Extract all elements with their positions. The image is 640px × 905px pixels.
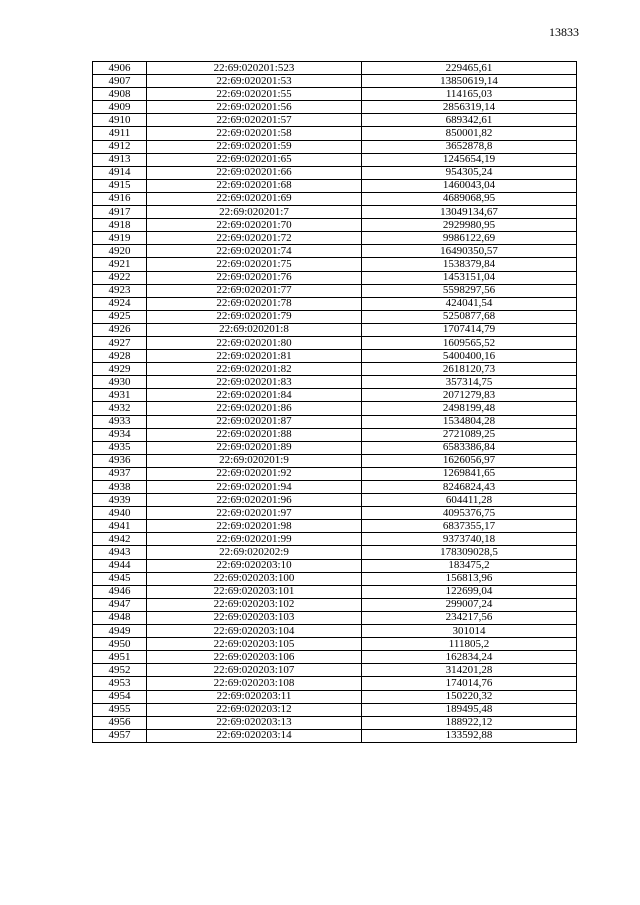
row-number-cell: 4930: [93, 376, 147, 389]
table-row: [93, 402, 577, 415]
table-row: [93, 651, 577, 664]
row-number-cell: 4917: [93, 206, 147, 219]
row-number-cell: 4937: [93, 467, 147, 480]
table-row: [93, 703, 577, 716]
value-cell: 189495,48: [362, 703, 577, 716]
cadastral-number-cell: 22:69:020201:9: [147, 454, 362, 467]
row-number-cell: 4922: [93, 271, 147, 284]
cadastral-number-cell: 22:69:020201:97: [147, 507, 362, 520]
cadastral-number-cell: 22:69:020201:86: [147, 402, 362, 415]
value-cell: 1707414,79: [362, 323, 577, 336]
cadastral-table: [92, 61, 577, 743]
table-row: [93, 546, 577, 559]
row-number-cell: 4926: [93, 323, 147, 336]
cadastral-number-cell: 22:69:020201:55: [147, 88, 362, 101]
cadastral-number-cell: 22:69:020201:59: [147, 140, 362, 153]
cadastral-number-cell: 22:69:020201:80: [147, 336, 362, 349]
table-body: [93, 62, 577, 743]
table-row: [93, 572, 577, 585]
row-number-cell: 4946: [93, 585, 147, 598]
row-number-cell: 4908: [93, 88, 147, 101]
row-number-cell: 4924: [93, 297, 147, 310]
cadastral-number-cell: 22:69:020201:79: [147, 310, 362, 323]
cadastral-number-cell: 22:69:020201:92: [147, 467, 362, 480]
table-row: [93, 166, 577, 179]
cadastral-number-cell: 22:69:020201:89: [147, 441, 362, 454]
table-row: [93, 598, 577, 611]
cadastral-number-cell: 22:69:020201:74: [147, 245, 362, 258]
row-number-cell: 4912: [93, 140, 147, 153]
row-number-cell: 4956: [93, 716, 147, 729]
table-row: [93, 363, 577, 376]
row-number-cell: 4933: [93, 415, 147, 428]
value-cell: 1453151,04: [362, 271, 577, 284]
table-row: [93, 454, 577, 467]
value-cell: 1626056,97: [362, 454, 577, 467]
value-cell: 6583386,84: [362, 441, 577, 454]
value-cell: 954305,24: [362, 166, 577, 179]
cadastral-number-cell: 22:69:020201:78: [147, 297, 362, 310]
table-row: [93, 376, 577, 389]
table-row: [93, 88, 577, 101]
table-row: [93, 258, 577, 271]
value-cell: 2721089,25: [362, 428, 577, 441]
value-cell: 183475,2: [362, 559, 577, 572]
cadastral-number-cell: 22:69:020201:98: [147, 520, 362, 533]
value-cell: 13049134,67: [362, 206, 577, 219]
value-cell: 2856319,14: [362, 101, 577, 114]
value-cell: 6837355,17: [362, 520, 577, 533]
cadastral-number-cell: 22:69:020201:69: [147, 192, 362, 205]
value-cell: 133592,88: [362, 729, 577, 742]
table-row: [93, 415, 577, 428]
value-cell: 357314,75: [362, 376, 577, 389]
table-row: [93, 284, 577, 297]
row-number-cell: 4925: [93, 310, 147, 323]
table-row: [93, 428, 577, 441]
cadastral-number-cell: 22:69:020202:9: [147, 546, 362, 559]
cadastral-number-cell: 22:69:020201:57: [147, 114, 362, 127]
page-number: 13833: [549, 25, 579, 39]
value-cell: 188922,12: [362, 716, 577, 729]
cadastral-number-cell: 22:69:020201:7: [147, 206, 362, 219]
cadastral-number-cell: 22:69:020201:77: [147, 284, 362, 297]
table-row: [93, 533, 577, 546]
row-number-cell: 4921: [93, 258, 147, 271]
value-cell: 314201,28: [362, 664, 577, 677]
cadastral-number-cell: 22:69:020201:83: [147, 376, 362, 389]
row-number-cell: 4916: [93, 192, 147, 205]
table-row: [93, 625, 577, 638]
cadastral-number-cell: 22:69:020201:53: [147, 75, 362, 88]
value-cell: 3652878,8: [362, 140, 577, 153]
value-cell: 1245654,19: [362, 153, 577, 166]
cadastral-number-cell: 22:69:020201:81: [147, 350, 362, 363]
value-cell: 9986122,69: [362, 232, 577, 245]
cadastral-number-cell: 22:69:020201:56: [147, 101, 362, 114]
cadastral-number-cell: 22:69:020203:108: [147, 677, 362, 690]
table-row: [93, 245, 577, 258]
table-row: [93, 297, 577, 310]
table-row: [93, 140, 577, 153]
row-number-cell: 4938: [93, 481, 147, 494]
value-cell: 9373740,18: [362, 533, 577, 546]
cadastral-number-cell: 22:69:020201:99: [147, 533, 362, 546]
table-row: [93, 179, 577, 192]
row-number-cell: 4931: [93, 389, 147, 402]
table-row: [93, 192, 577, 205]
table-row: [93, 232, 577, 245]
cadastral-number-cell: 22:69:020203:103: [147, 611, 362, 624]
table-row: [93, 638, 577, 651]
table-row: [93, 559, 577, 572]
row-number-cell: 4955: [93, 703, 147, 716]
value-cell: 4689068,95: [362, 192, 577, 205]
cadastral-number-cell: 22:69:020201:82: [147, 363, 362, 376]
row-number-cell: 4919: [93, 232, 147, 245]
row-number-cell: 4915: [93, 179, 147, 192]
table-row: [93, 114, 577, 127]
cadastral-number-cell: 22:69:020201:88: [147, 428, 362, 441]
row-number-cell: 4929: [93, 363, 147, 376]
row-number-cell: 4920: [93, 245, 147, 258]
table-row: [93, 585, 577, 598]
cadastral-number-cell: 22:69:020201:87: [147, 415, 362, 428]
value-cell: 604411,28: [362, 494, 577, 507]
value-cell: 1534804,28: [362, 415, 577, 428]
row-number-cell: 4953: [93, 677, 147, 690]
table-row: [93, 467, 577, 480]
table-row: [93, 520, 577, 533]
row-number-cell: 4914: [93, 166, 147, 179]
row-number-cell: 4918: [93, 219, 147, 232]
value-cell: 114165,03: [362, 88, 577, 101]
table-row: [93, 729, 577, 742]
value-cell: 234217,56: [362, 611, 577, 624]
row-number-cell: 4944: [93, 559, 147, 572]
row-number-cell: 4935: [93, 441, 147, 454]
table-row: [93, 677, 577, 690]
value-cell: 1269841,65: [362, 467, 577, 480]
row-number-cell: 4906: [93, 62, 147, 75]
row-number-cell: 4952: [93, 664, 147, 677]
row-number-cell: 4910: [93, 114, 147, 127]
row-number-cell: 4939: [93, 494, 147, 507]
row-number-cell: 4941: [93, 520, 147, 533]
cadastral-number-cell: 22:69:020203:105: [147, 638, 362, 651]
value-cell: 424041,54: [362, 297, 577, 310]
row-number-cell: 4940: [93, 507, 147, 520]
cadastral-number-cell: 22:69:020201:65: [147, 153, 362, 166]
value-cell: 1460043,04: [362, 179, 577, 192]
table-row: [93, 219, 577, 232]
cadastral-number-cell: 22:69:020203:104: [147, 625, 362, 638]
value-cell: 2929980,95: [362, 219, 577, 232]
row-number-cell: 4949: [93, 625, 147, 638]
row-number-cell: 4909: [93, 101, 147, 114]
value-cell: 5400400,16: [362, 350, 577, 363]
table-row: [93, 101, 577, 114]
table-row: [93, 389, 577, 402]
value-cell: 1609565,52: [362, 336, 577, 349]
cadastral-number-cell: 22:69:020203:12: [147, 703, 362, 716]
row-number-cell: 4951: [93, 651, 147, 664]
row-number-cell: 4947: [93, 598, 147, 611]
row-number-cell: 4945: [93, 572, 147, 585]
value-cell: 229465,61: [362, 62, 577, 75]
row-number-cell: 4907: [93, 75, 147, 88]
cadastral-number-cell: 22:69:020203:13: [147, 716, 362, 729]
value-cell: 174014,76: [362, 677, 577, 690]
cadastral-number-cell: 22:69:020201:66: [147, 166, 362, 179]
value-cell: 162834,24: [362, 651, 577, 664]
table-row: [93, 441, 577, 454]
row-number-cell: 4928: [93, 350, 147, 363]
value-cell: 850001,82: [362, 127, 577, 140]
table-row: [93, 664, 577, 677]
value-cell: 111805,2: [362, 638, 577, 651]
table-row: [93, 206, 577, 219]
value-cell: 178309028,5: [362, 546, 577, 559]
row-number-cell: 4932: [93, 402, 147, 415]
value-cell: 689342,61: [362, 114, 577, 127]
cadastral-number-cell: 22:69:020201:96: [147, 494, 362, 507]
row-number-cell: 4948: [93, 611, 147, 624]
row-number-cell: 4923: [93, 284, 147, 297]
cadastral-number-cell: 22:69:020203:10: [147, 559, 362, 572]
value-cell: 5250877,68: [362, 310, 577, 323]
cadastral-number-cell: 22:69:020201:70: [147, 219, 362, 232]
table-row: [93, 481, 577, 494]
cadastral-number-cell: 22:69:020201:58: [147, 127, 362, 140]
cadastral-number-cell: 22:69:020201:84: [147, 389, 362, 402]
value-cell: 150220,32: [362, 690, 577, 703]
row-number-cell: 4911: [93, 127, 147, 140]
cadastral-number-cell: 22:69:020201:523: [147, 62, 362, 75]
value-cell: 16490350,57: [362, 245, 577, 258]
cadastral-number-cell: 22:69:020203:107: [147, 664, 362, 677]
row-number-cell: 4934: [93, 428, 147, 441]
row-number-cell: 4954: [93, 690, 147, 703]
cadastral-number-cell: 22:69:020203:14: [147, 729, 362, 742]
row-number-cell: 4950: [93, 638, 147, 651]
row-number-cell: 4936: [93, 454, 147, 467]
value-cell: 299007,24: [362, 598, 577, 611]
value-cell: 2071279,83: [362, 389, 577, 402]
cadastral-number-cell: 22:69:020201:72: [147, 232, 362, 245]
table-row: [93, 153, 577, 166]
value-cell: 2498199,48: [362, 402, 577, 415]
value-cell: 156813,96: [362, 572, 577, 585]
row-number-cell: 4927: [93, 336, 147, 349]
cadastral-number-cell: 22:69:020203:11: [147, 690, 362, 703]
value-cell: 122699,04: [362, 585, 577, 598]
table-row: [93, 127, 577, 140]
table-row: [93, 507, 577, 520]
value-cell: 13850619,14: [362, 75, 577, 88]
cadastral-number-cell: 22:69:020201:75: [147, 258, 362, 271]
table-row: [93, 323, 577, 336]
table-row: [93, 271, 577, 284]
cadastral-number-cell: 22:69:020201:94: [147, 481, 362, 494]
row-number-cell: 4943: [93, 546, 147, 559]
value-cell: 5598297,56: [362, 284, 577, 297]
cadastral-number-cell: 22:69:020203:101: [147, 585, 362, 598]
row-number-cell: 4957: [93, 729, 147, 742]
cadastral-number-cell: 22:69:020201:8: [147, 323, 362, 336]
value-cell: 1538379,84: [362, 258, 577, 271]
table-row: [93, 350, 577, 363]
cadastral-number-cell: 22:69:020201:68: [147, 179, 362, 192]
value-cell: 2618120,73: [362, 363, 577, 376]
table-row: [93, 690, 577, 703]
row-number-cell: 4913: [93, 153, 147, 166]
table-row: [93, 336, 577, 349]
table-row: [93, 716, 577, 729]
cadastral-number-cell: 22:69:020203:106: [147, 651, 362, 664]
value-cell: 301014: [362, 625, 577, 638]
row-number-cell: 4942: [93, 533, 147, 546]
table-row: [93, 310, 577, 323]
cadastral-number-cell: 22:69:020201:76: [147, 271, 362, 284]
table-row: [93, 75, 577, 88]
cadastral-number-cell: 22:69:020203:102: [147, 598, 362, 611]
table-row: [93, 62, 577, 75]
cadastral-number-cell: 22:69:020203:100: [147, 572, 362, 585]
table-row: [93, 611, 577, 624]
table-row: [93, 494, 577, 507]
value-cell: 4095376,75: [362, 507, 577, 520]
value-cell: 8246824,43: [362, 481, 577, 494]
